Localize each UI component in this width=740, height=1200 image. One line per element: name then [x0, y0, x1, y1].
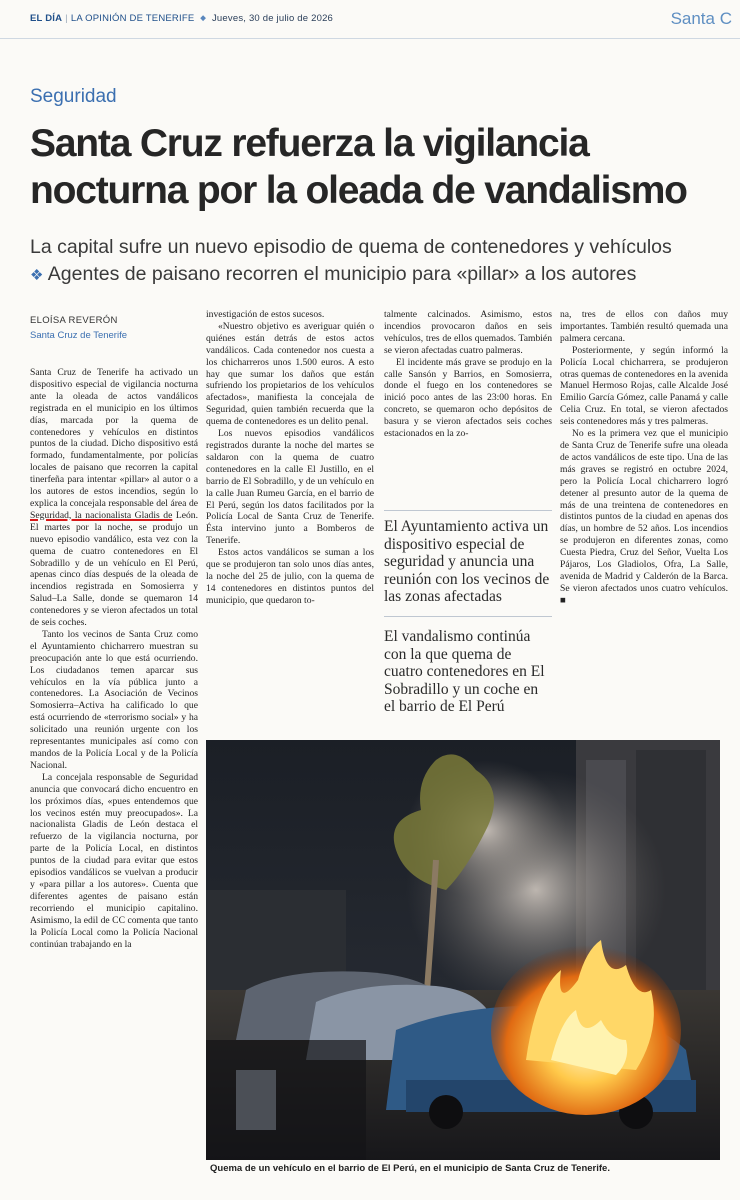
paper-name: EL DÍA	[30, 13, 63, 24]
paragraph: Estos actos vandálicos se suman a los que se produjeron tan solo unos días antes, la noche del 25 de julio, con la quema de 14 contenedores en distintos puntos del municipio, que quedaron to-	[206, 547, 374, 606]
bullet-icon: ◆	[200, 15, 206, 22]
section-name: Santa C	[670, 9, 732, 28]
paragraph: El incidente más grave se produjo en la calle Sansón y Barrios, en Somosierra, donde el fuego en los contenedores se inició poco antes de las 23:00 horas. En concreto, se quemaron ocho depósitos de basura y se vieron afectados seis coches estacionados en la zo-	[384, 356, 552, 440]
paragraph: No es la primera vez que el municipio de Santa Cruz de Tenerife sufre una oleada de actos vandálicos de este tipo. Una de las más graves se registró en octubre 2024, pero la Policía Local chicharrero logró detener al presunto autor de la quema de más de una treintena de contenedores en distintos puntos de la ciudad en apenas dos días, un hombre de 52 años. Los incendios se produjeron en diferentes zonas, como Cuesta Piedra, Cruz del Señor, Vuelta Los Pájaros, Los Gladiolos, Ofra, La Salle, avenida de Madrid y Calderón de la Barca. Se vieron afectados unos cuatro vehículos. ■	[560, 428, 728, 606]
photo-caption: Quema de un vehículo en el barrio de El Perú, en el municipio de Santa Cruz de Tenerife.	[210, 1163, 610, 1174]
paper-subname: LA OPINIÓN DE TENERIFE	[70, 13, 195, 24]
diamond-bullet-icon: ❖	[30, 267, 44, 284]
divider	[384, 510, 552, 511]
burning-car-photo	[206, 740, 720, 1160]
body-column-3	[384, 309, 552, 440]
paragraph: talmente calcinados. Asimismo, estos incendios provocaron daños en seis vehículos, tres de ellos quemados. También se vieron afectadas cuatro palmeras.	[384, 309, 552, 356]
pull-quote: El vandalismo continúa con la que quema de cuatro contenedores en El Sobradillo y un coche en el barrio de El Perú	[384, 628, 545, 715]
paragraph: na, tres de ellos con daños muy importantes. También resultó quemada una palmera cercana.	[560, 309, 728, 344]
dateline-place: Santa Cruz de Tenerife	[30, 330, 127, 341]
paragraph: Tanto los vecinos de Santa Cruz como el Ayuntamiento chicharrero muestran su preocupación ante lo que está ocurriendo. Los ciudadanos temen aparcar sus vehículos en la vía pública junto a contenedores. La Asociación de Vecinos Somosierra–Activa ha calificado lo que está ocurriendo de «terrorismo social» y ha solicitado una reunión urgente con los representantes municipales así como con mandos de la Policía Local y de la Policía Nacional.	[30, 628, 198, 771]
page-header	[0, 0, 740, 39]
issue-date: Jueves, 30 de julio de 2026	[211, 13, 334, 24]
divider	[384, 616, 552, 617]
author: ELOÍSA REVERÓN	[30, 315, 118, 326]
paragraph: Los nuevos episodios vandálicos registrados durante la noche del martes se saldaron con la quema de cuatro contenedores en la calle El Justillo, en el barrio de El Sobradillo, y de un vehículo en la calle Juan Rumeu García, en el barrio de El Perú, según los datos facilitados por la Policía Local de Santa Cruz de Tenerife. Ésta intervino junto a Bomberos de Tenerife.	[206, 428, 374, 547]
subhead-line-2: Agentes de paisano recorren el municipio para «pillar» a los autores	[47, 263, 637, 285]
paragraph: Santa Cruz de Tenerife ha activado un dispositivo especial de vigilancia nocturna ante la oleada de actos vandálicos registrada en el municipio en los últimos días, marcada por la quema de contenedores y vehículos en distintos puntos de la ciudad. Dicho dispositivo está formado, fundamentalmente, por policías locales de paisano que recorren la capital tinerfeña para intentar «pillar» al autor o a los autores de estos incendios, según lo explica la concejala responsable del área de Seguridad, la nacionalista Gladis de León. El martes por la noche, se produjo un nuevo episodio vandálico, esta vez con la quema de cuatro contenedores en El Sobradillo y de un vehículo en El Perú, apenas cinco días después de la oleada de incendios registrada en Somosierra y Salud–La Salle, donde se quemaron 14 contenedores y se vieron afectados un total de seis coches.	[30, 367, 198, 629]
paragraph: «Nuestro objetivo es averiguar quién o quiénes están detrás de estos actos vandálicos. Cada contenedor nos cuesta a los chicharreros unos 1.500 euros. A esto hay que sumar los daños que están sufriendo los propietarios de los vehículos afectados», manifiesta la concejala de Seguridad, quien también recuerda que la quema de contenedores es un delito penal.	[206, 320, 374, 428]
article-headline: Santa Cruz refuerza la vigilancia nocturna por la oleada de vandalismo	[30, 122, 687, 212]
pull-quote: El Ayuntamiento activa un dispositivo especial de seguridad y anuncia una reunión con los vecinos de las zonas afectadas	[384, 518, 550, 605]
body-column-2	[206, 309, 374, 607]
subhead-line-1: La capital sufre un nuevo episodio de quema de contenedores y vehículos	[30, 236, 672, 258]
article-photo	[206, 740, 720, 1160]
paragraph: Posteriormente, y según informó la Policía Local chicharrera, se produjeron otras quemas de contenedores en la avenida Manuel Hermoso Rojas, calle Alcalde José Emilio García Gómez, calle Panamá y calle Celia Cruz. En total, se vieron afectados seis contenedores más y tres palmeras.	[560, 344, 728, 428]
paragraph: La concejala responsable de Seguridad anuncia que convocará dicho encuentro en los próximos días, «pues entendemos que los vecinos estén muy preocupados». La nacionalista Gladis de León destaca el refuerzo de la vigilancia nocturna, por parte de la Policía Local, en distintos puntos de la ciudad para evitar que estos episodios vandálicos se vuelvan a producir y «para pillar a los autores». Cuenta que diferentes agentes de paisano están recorriendo el municipio capitalino. Asimismo, la edil de CC comenta que tanto la Policía Local como la Policía Nacional continúan trabajando en la	[30, 771, 198, 950]
article-subheadline	[30, 234, 740, 289]
body-column-4	[560, 309, 728, 607]
paragraph: investigación de estos sucesos.	[206, 309, 325, 320]
body-column-1	[30, 367, 198, 950]
highlighted-text: Seguridad, la nacionalista Gladis de	[30, 509, 173, 521]
publication-line: EL DÍA | LA OPINIÓN DE TENERIFE ◆ Jueves, 30 de julio de 2026	[30, 13, 334, 24]
section-kicker: Seguridad	[30, 86, 117, 107]
